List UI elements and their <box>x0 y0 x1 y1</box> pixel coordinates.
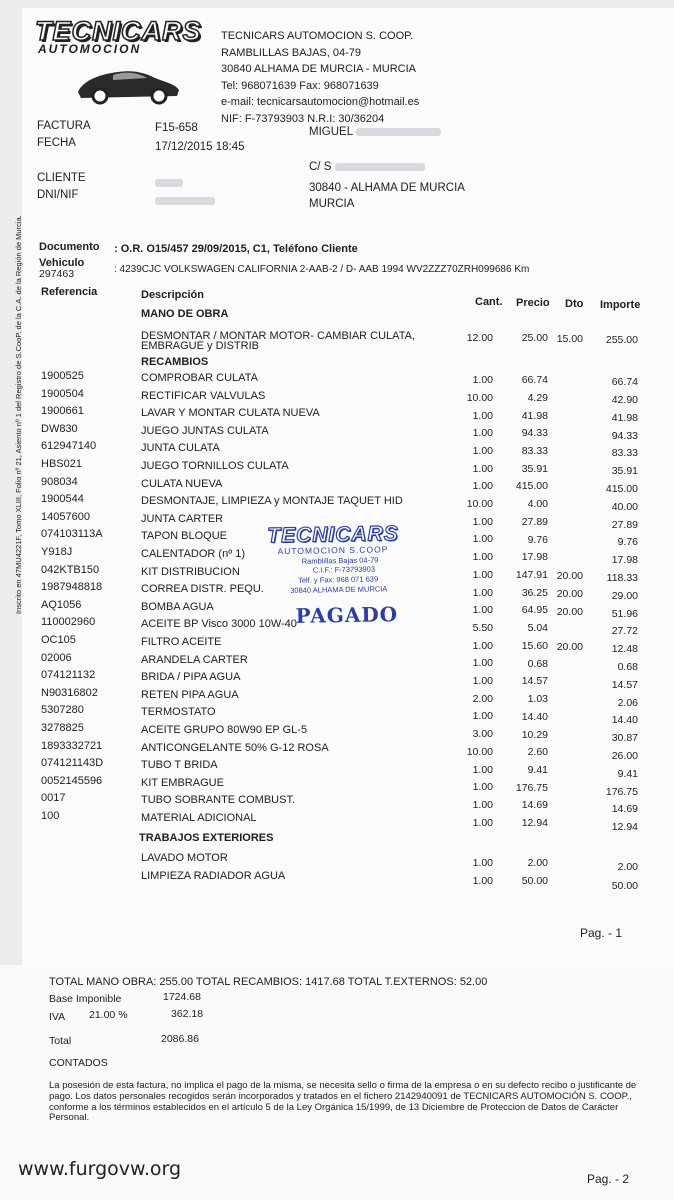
line-ref: 110002960 <box>41 616 96 629</box>
line-ref: 042KTB150 <box>41 563 100 576</box>
line-amount: 50.00 <box>611 879 638 892</box>
line-price: 4.29 <box>527 391 548 404</box>
line-desc: CALENTADOR (nº 1) <box>141 548 246 560</box>
company-address: RAMBLILLAS BAJAS, 04-79 <box>221 46 362 59</box>
line-amount: 2.00 <box>617 861 638 874</box>
line-desc: COMPROBAR CULATA <box>141 372 258 384</box>
line-desc: LAVADO MOTOR <box>141 852 228 864</box>
line-price: 12.94 <box>521 817 548 830</box>
client-name: MIGUEL <box>309 126 441 138</box>
line-desc: DESMONTAJE, LIMPIEZA y MONTAJE TAQUET HID <box>141 495 403 508</box>
line-qty: 1.00 <box>472 480 493 493</box>
line-qty: 5.50 <box>472 621 493 634</box>
line-ref: DW830 <box>41 422 78 435</box>
total-label: Total <box>49 1035 72 1047</box>
line-ref: 1900544 <box>41 493 84 506</box>
line-qty: 3.00 <box>472 728 493 741</box>
registry-side-text: Inscrito en 47MU4221F, Tomo XLIII, Folio nº 21, Asiento nº 1 del Registro de S.CooP. de la C.A. de la Región de Murcia. <box>14 215 23 614</box>
line-ref: 074121132 <box>41 669 96 682</box>
line-qty: 1.00 <box>472 374 493 387</box>
line-qty: 2.00 <box>472 692 493 705</box>
company-info <box>221 28 419 127</box>
line-price: 35.91 <box>521 462 548 475</box>
vehiculo-label: Vehiculo <box>39 257 85 269</box>
line-ref: 1987948818 <box>41 581 103 594</box>
line-disc: 15.00 <box>556 333 583 345</box>
payment-method: CONTADOS <box>49 1057 108 1069</box>
line-desc: MATERIAL ADICIONAL <box>141 812 257 824</box>
company-phone: Tel: 968071639 Fax: 968071639 <box>221 79 379 92</box>
line-price: 0.68 <box>527 657 548 670</box>
line-amount: 66.74 <box>611 376 638 389</box>
total-value: 2086.86 <box>161 1033 199 1045</box>
line-price: 14.57 <box>521 675 548 688</box>
line-desc: CORREA DISTR. PEQU. <box>141 583 264 596</box>
line-ref: 14057600 <box>41 510 90 523</box>
base-label: Base Imponible <box>49 993 122 1005</box>
line-desc: ARANDELA CARTER <box>141 653 248 666</box>
invoice-page-1 <box>22 8 674 968</box>
line-amount: 29.00 <box>611 589 638 602</box>
company-nif: NIF: F-73793903 N.R.I: 30/36204 <box>221 112 385 125</box>
line-qty: 1.00 <box>472 462 493 475</box>
line-ref: AQ1056 <box>41 598 82 611</box>
line-desc: LAVAR Y MONTAR CULATA NUEVA <box>141 407 320 420</box>
line-price: 415.00 <box>515 480 548 493</box>
line-qty: 1.00 <box>472 444 493 457</box>
line-price: 10.29 <box>521 728 548 741</box>
line-qty: 1.00 <box>472 586 493 599</box>
dni-value-redacted <box>155 192 215 210</box>
line-qty: 1.00 <box>472 816 493 829</box>
line-desc: TAPON BLOQUE <box>141 530 227 543</box>
line-ref: 612947140 <box>41 440 97 453</box>
line-desc: TERMOSTATO <box>141 706 216 719</box>
line-price: 25.00 <box>521 332 548 344</box>
line-qty: 1.00 <box>472 710 493 723</box>
line-ref: OC105 <box>41 634 76 646</box>
line-amount: 14.57 <box>611 678 638 691</box>
line-amount: 42.90 <box>611 394 638 406</box>
line-qty: 12.00 <box>466 332 493 344</box>
line-qty: 10.00 <box>466 498 493 510</box>
line-price: 41.98 <box>521 409 548 422</box>
line-amount: 2.06 <box>617 696 638 709</box>
totals-summary: TOTAL MANO OBRA: 255.00 TOTAL RECAMBIOS: 1417.68 TOTAL T.EXTERNOS: 52.00 <box>49 976 488 988</box>
line-price: 9.76 <box>527 533 548 546</box>
line-price: 17.98 <box>521 551 548 564</box>
line-ref: HBS021 <box>41 458 82 470</box>
line-ref: 100 <box>41 810 60 822</box>
line-ref: 0017 <box>41 792 66 805</box>
line-ref: 908034 <box>41 475 78 488</box>
stamp-phone: Telf. y Fax: 968 071 639 <box>297 574 379 585</box>
line-amount: 27.89 <box>611 518 638 531</box>
line-desc: RECTIFICAR VALVULAS <box>141 389 266 402</box>
vehiculo-code: 297463 <box>39 268 75 280</box>
line-qty: 1.00 <box>472 856 493 869</box>
stamp-paid: PAGADO <box>295 602 399 628</box>
client-city: 30840 - ALHAMA DE MURCIA <box>309 182 465 194</box>
line-qty: 1.00 <box>472 515 493 528</box>
line-qty: 1.00 <box>472 639 493 652</box>
line-price: 94.33 <box>521 427 548 440</box>
stamp-cif: C.I.F.: F-73793903 <box>312 564 376 575</box>
col-qty-header: Cant. <box>475 296 503 308</box>
client-code-redacted <box>155 174 183 192</box>
line-desc: TUBO SOBRANTE COMBUST. <box>141 794 296 807</box>
line-amount: 415.00 <box>605 483 638 495</box>
fecha-value: 17/12/2015 18:45 <box>155 141 245 153</box>
vehiculo-value: : 4239CJC VOLKSWAGEN CALIFORNIA 2-AAB-2 / D- AAB 1994 WV2ZZZ70ZRH099686 Km <box>114 264 530 275</box>
section-parts: RECAMBIOS <box>141 356 209 368</box>
line-amount: 27.72 <box>611 625 638 638</box>
factura-label: FACTURA <box>37 120 91 132</box>
cliente-label: CLIENTE <box>37 172 86 184</box>
line-ref: N90316802 <box>41 686 98 699</box>
line-ref: 02006 <box>41 651 72 664</box>
dni-label: DNI/NIF <box>37 189 79 201</box>
line-ref: Y918J <box>41 546 73 558</box>
factura-value: F15-658 <box>155 122 198 134</box>
line-qty: 1.00 <box>472 604 493 617</box>
line-price: 2.00 <box>527 857 548 870</box>
line-desc: DESMONTAR / MONTAR MOTOR- CAMBIAR CULATA, <box>141 330 415 342</box>
line-desc: ACEITE GRUPO 80W90 EP GL-5 <box>141 724 308 736</box>
line-qty: 10.00 <box>466 745 493 758</box>
line-ref: 1893332721 <box>41 739 103 752</box>
iva-rate: 21.00 % <box>89 1009 128 1021</box>
line-price: 66.74 <box>521 374 548 387</box>
page-number-2: Pag. - 2 <box>587 1172 630 1186</box>
line-price: 36.25 <box>521 586 548 599</box>
line-price: 147.91 <box>515 569 548 582</box>
car-logo-icon <box>73 58 183 106</box>
stamp-address: Ramblillas Bajas 04-79 <box>301 555 379 566</box>
labor-desc-line2: EMBRAGUE y DISTRIB <box>141 340 259 352</box>
line-amount: 26.00 <box>611 750 638 762</box>
documento-label: Documento <box>39 241 100 253</box>
line-ref: 074103113A <box>41 528 103 541</box>
line-ref: 1900504 <box>41 387 84 400</box>
line-disc: 20.00 <box>556 570 583 583</box>
line-amount: 176.75 <box>605 785 638 798</box>
line-amount: 35.91 <box>611 465 638 478</box>
line-qty: 1.00 <box>472 533 493 546</box>
line-amount: 30.87 <box>611 732 638 745</box>
line-desc: FILTRO ACEITE <box>141 636 222 648</box>
line-price: 5.04 <box>527 622 548 635</box>
website-watermark: www.furgovw.org <box>18 1158 182 1180</box>
line-desc: ANTICONGELANTE 50% G-12 ROSA <box>141 741 329 754</box>
line-ref: 1900525 <box>41 370 84 382</box>
line-price: 15.60 <box>521 639 548 652</box>
line-desc: KIT DISTRIBUCION <box>141 565 240 578</box>
logo-title: TECNICARS <box>35 16 202 46</box>
line-qty: 1.00 <box>472 409 493 422</box>
line-disc: 20.00 <box>556 605 583 618</box>
line-desc: TUBO T BRIDA <box>141 759 218 772</box>
client-province: MURCIA <box>309 198 355 210</box>
line-disc: 20.00 <box>556 588 583 601</box>
line-price: 1.03 <box>527 693 548 706</box>
line-price: 83.33 <box>521 445 548 457</box>
stamp-sub: AUTOMOCION S.COOP <box>277 544 389 557</box>
line-desc: RETEN PIPA AGUA <box>141 688 239 701</box>
company-city: 30840 ALHAMA DE MURCIA - MURCIA <box>221 63 417 75</box>
line-qty: 1.00 <box>472 551 493 564</box>
line-desc: BOMBA AGUA <box>141 600 214 613</box>
line-amount: 41.98 <box>611 411 638 424</box>
line-qty: 1.00 <box>472 427 493 440</box>
iva-value: 362.18 <box>171 1008 204 1020</box>
line-ref: 0052145596 <box>41 774 103 787</box>
line-amount: 40.00 <box>611 500 638 513</box>
line-amount: 14.69 <box>611 803 638 816</box>
col-price-header: Precio <box>516 297 550 309</box>
line-price: 14.69 <box>521 799 548 812</box>
line-desc: CULATA NUEVA <box>141 477 223 490</box>
stamp-city: 30840 ALHAMA DE MURCIA <box>290 584 388 596</box>
line-desc: ACEITE BP Visco 3000 10W-40 <box>141 618 297 631</box>
line-price: 4.00 <box>527 498 548 511</box>
line-qty: 1.00 <box>472 675 493 687</box>
line-price: 27.89 <box>521 515 548 528</box>
section-external: TRABAJOS EXTERIORES <box>139 832 274 844</box>
line-desc: LIMPIEZA RADIADOR AGUA <box>141 870 286 882</box>
line-amount: 51.96 <box>611 607 638 620</box>
col-disc-header: Dto <box>565 298 584 310</box>
col-amount-header: Importe <box>600 299 641 311</box>
line-price: 14.40 <box>521 710 548 723</box>
line-desc: BRIDA / PIPA AGUA <box>141 671 241 684</box>
line-amount: 255.00 <box>605 334 638 346</box>
line-price: 9.41 <box>527 763 548 776</box>
section-labor: MANO DE OBRA <box>141 308 229 320</box>
line-price: 50.00 <box>521 875 548 888</box>
line-ref: 074121143D <box>41 757 104 770</box>
col-ref-header: Referencia <box>41 286 98 298</box>
line-amount: 118.33 <box>606 572 638 584</box>
line-desc: KIT EMBRAGUE <box>141 776 224 789</box>
documento-value: : O.R. O15/457 29/09/2015, C1, Teléfono Cliente <box>114 243 358 255</box>
line-price: 2.60 <box>527 746 548 759</box>
line-amount: 9.41 <box>617 767 638 780</box>
line-amount: 94.33 <box>611 429 638 442</box>
line-qty: 1.00 <box>472 763 493 776</box>
line-price: 176.75 <box>515 781 548 794</box>
paid-stamp <box>267 522 429 635</box>
line-qty: 1.00 <box>472 798 493 811</box>
line-amount: 17.98 <box>611 554 638 567</box>
line-amount: 14.40 <box>611 714 638 727</box>
logo-subtitle: AUTOMOCION <box>38 42 142 56</box>
line-desc: JUNTA CARTER <box>141 512 224 525</box>
line-qty: 10.00 <box>466 391 493 404</box>
legal-notice: La posesión de esta factura, no implica el pago de la misma, se necesita sello o firma de la empresa o en su defecto recibo o justificante de pago. Los datos personales recogidos serán incorporados y tratados en el fichero 2142940091 de TECNICARS AUTOMOCIÓN S. COOP., conforme a los términos establecidos en el artículo 5 de la Ley Orgánica 15/1999, de 13 Diciembre de Proteccion de Datos de Carácter Personal. <box>49 1080 637 1124</box>
iva-label: IVA <box>49 1011 66 1023</box>
line-amount: 83.33 <box>611 447 638 460</box>
line-qty: 1.00 <box>472 657 493 670</box>
line-price: 64.95 <box>521 604 548 617</box>
line-ref: 1900661 <box>41 405 84 418</box>
line-desc: JUEGO JUNTAS CULATA <box>141 424 269 437</box>
line-amount: 0.68 <box>617 661 638 673</box>
line-disc: 20.00 <box>556 641 583 654</box>
line-desc: JUNTA CULATA <box>141 442 220 455</box>
line-ref: 5307280 <box>41 704 84 717</box>
line-amount: 12.94 <box>611 821 638 834</box>
stamp-title: TECNICARS <box>267 522 399 548</box>
line-ref: 3278825 <box>41 722 84 734</box>
base-value: 1724.68 <box>163 991 201 1003</box>
line-qty: 1.00 <box>472 568 493 581</box>
line-amount: 9.76 <box>617 536 638 549</box>
line-qty: 1.00 <box>472 781 493 794</box>
col-desc-header: Descripción <box>141 289 204 301</box>
client-street: C/ S <box>309 161 425 173</box>
company-name: TECNICARS AUTOMOCION S. COOP. <box>221 30 414 42</box>
line-qty: 1.00 <box>472 874 493 887</box>
company-email: e-mail: tecnicarsautomocion@hotmail.es <box>221 96 420 108</box>
page-number-1: Pag. - 1 <box>580 926 623 940</box>
line-amount: 12.48 <box>611 643 638 656</box>
fecha-label: FECHA <box>37 137 76 149</box>
line-desc: JUEGO TORNILLOS CULATA <box>141 460 289 472</box>
company-logo <box>35 16 207 106</box>
